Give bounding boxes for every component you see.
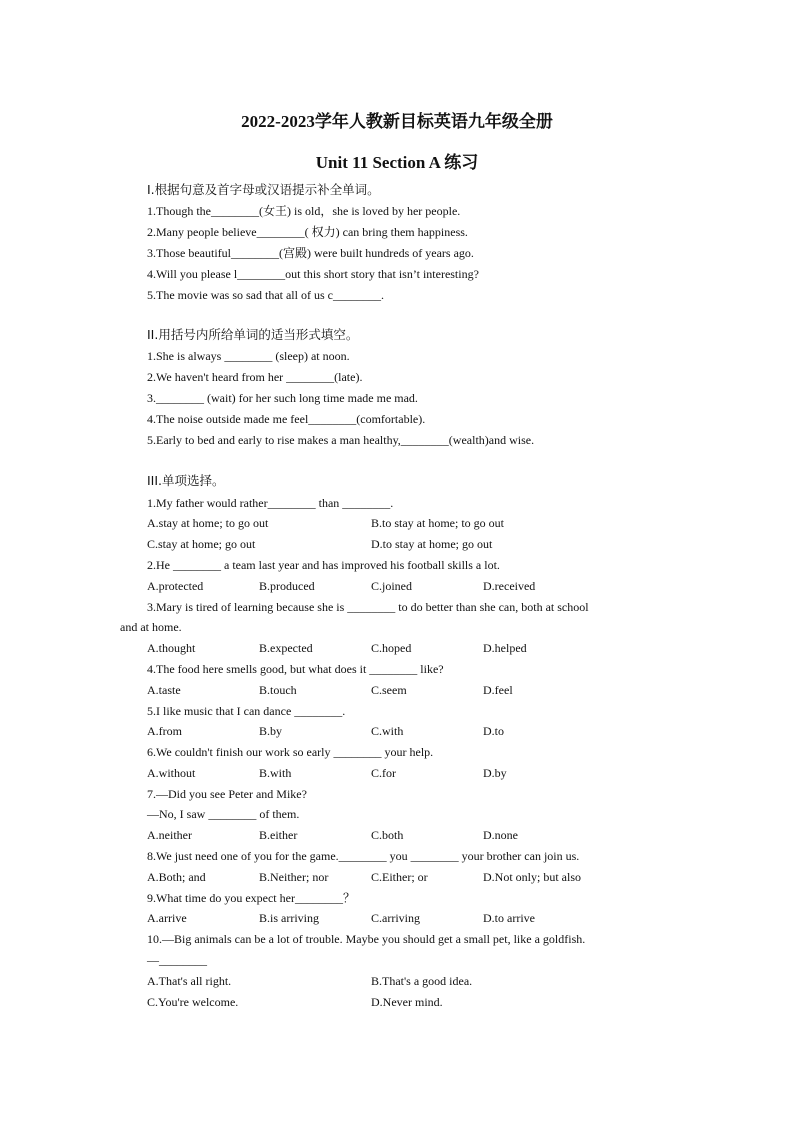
question-stem-reply: —________ bbox=[147, 953, 207, 967]
option-d: D.by bbox=[483, 766, 507, 780]
worksheet-subtitle: Unit 11 Section A 练习 bbox=[315, 153, 479, 172]
option-c: C.joined bbox=[371, 579, 412, 593]
option-a: A.stay at home; to go out bbox=[147, 516, 269, 530]
option-a: A.Both; and bbox=[147, 870, 206, 884]
section2-item: 5.Early to bed and early to rise makes a man healthy,________(wealth)and wise. bbox=[147, 433, 535, 447]
option-d: D.to arrive bbox=[483, 911, 535, 925]
question-stem: 9.What time do you expect her________？ bbox=[147, 891, 355, 905]
question-stem: 1.My father would rather________ than ________. bbox=[147, 496, 394, 510]
option-b: B.produced bbox=[259, 579, 315, 593]
section2-item: 2.We haven't heard from her ________(late). bbox=[147, 370, 363, 384]
option-a: A.That's all right. bbox=[147, 974, 232, 988]
section1-item: 2.Many people believe________( 权力) can bring them happiness. bbox=[147, 225, 468, 239]
option-d: D.received bbox=[483, 579, 536, 593]
worksheet-title: 2022-2023学年人教新目标英语九年级全册 bbox=[241, 112, 553, 131]
section2-item: 3.________ (wait) for her such long time made me mad. bbox=[147, 391, 418, 405]
section1-item: 4.Will you please l________out this short story that isn’t interesting? bbox=[147, 267, 479, 281]
section2-heading: II.用括号内所给单词的适当形式填空。 bbox=[147, 327, 359, 342]
section1-heading: I.根据句意及首字母或汉语提示补全单词。 bbox=[147, 182, 380, 197]
option-c: C.stay at home; go out bbox=[147, 537, 256, 551]
option-d: D.to stay at home; go out bbox=[371, 537, 493, 551]
section1-item: 3.Those beautiful________(宫殿) were built hundreds of years ago. bbox=[147, 246, 474, 260]
question-stem-continued: and at home. bbox=[120, 620, 182, 634]
question-stem: 6.We couldn't finish our work so early ________ your help. bbox=[147, 745, 434, 759]
option-c: C.both bbox=[371, 828, 404, 842]
option-c: C.seem bbox=[371, 683, 407, 697]
option-b: B.is arriving bbox=[259, 911, 319, 925]
option-a: A.thought bbox=[147, 641, 196, 655]
option-a: A.from bbox=[147, 724, 182, 738]
option-a: A.taste bbox=[147, 683, 181, 697]
option-b: B.That's a good idea. bbox=[371, 974, 473, 988]
question-stem: 10.—Big animals can be a lot of trouble. Maybe you should get a small pet, like a goldfish. bbox=[147, 932, 586, 946]
option-a: A.protected bbox=[147, 579, 204, 593]
section1-item: 1.Though the________(女王) is old，she is loved by her people. bbox=[147, 204, 461, 218]
section3-heading: III.单项选择。 bbox=[147, 473, 225, 488]
option-c: C.You're welcome. bbox=[147, 995, 239, 1009]
question-stem: 3.Mary is tired of learning because she is ________ to do better than she can, both at school bbox=[147, 600, 589, 614]
section1-item: 5.The movie was so sad that all of us c________. bbox=[147, 288, 384, 302]
option-b: B.either bbox=[259, 828, 298, 842]
option-c: C.arriving bbox=[371, 911, 420, 925]
option-b: B.Neither; nor bbox=[259, 870, 329, 884]
option-a: A.without bbox=[147, 766, 196, 780]
option-b: B.by bbox=[259, 724, 283, 738]
option-b: B.touch bbox=[259, 683, 297, 697]
option-b: B.with bbox=[259, 766, 292, 780]
question-stem-reply: —No, I saw ________ of them. bbox=[147, 807, 300, 821]
question-stem: 8.We just need one of you for the game.________ you ________ your brother can join us. bbox=[147, 849, 580, 863]
option-a: A.arrive bbox=[147, 911, 187, 925]
option-b: B.to stay at home; to go out bbox=[371, 516, 504, 530]
option-b: B.expected bbox=[259, 641, 313, 655]
option-c: C.hoped bbox=[371, 641, 412, 655]
question-stem: 4.The food here smells good, but what does it ________ like? bbox=[147, 662, 444, 676]
option-d: D.to bbox=[483, 724, 504, 738]
question-stem: 5.I like music that I can dance ________. bbox=[147, 704, 346, 718]
question-stem: 7.—Did you see Peter and Mike? bbox=[147, 787, 307, 801]
section2-item: 1.She is always ________ (sleep) at noon. bbox=[147, 349, 350, 363]
option-d: D.none bbox=[483, 828, 518, 842]
option-d: D.helped bbox=[483, 641, 527, 655]
option-d: D.feel bbox=[483, 683, 513, 697]
option-c: C.Either; or bbox=[371, 870, 428, 884]
section2-item: 4.The noise outside made me feel________(comfortable). bbox=[147, 412, 426, 426]
option-c: C.with bbox=[371, 724, 404, 738]
option-c: C.for bbox=[371, 766, 396, 780]
option-a: A.neither bbox=[147, 828, 192, 842]
option-d: D.Not only; but also bbox=[483, 870, 581, 884]
option-d: D.Never mind. bbox=[371, 995, 443, 1009]
question-stem: 2.He ________ a team last year and has improved his football skills a lot. bbox=[147, 558, 500, 572]
